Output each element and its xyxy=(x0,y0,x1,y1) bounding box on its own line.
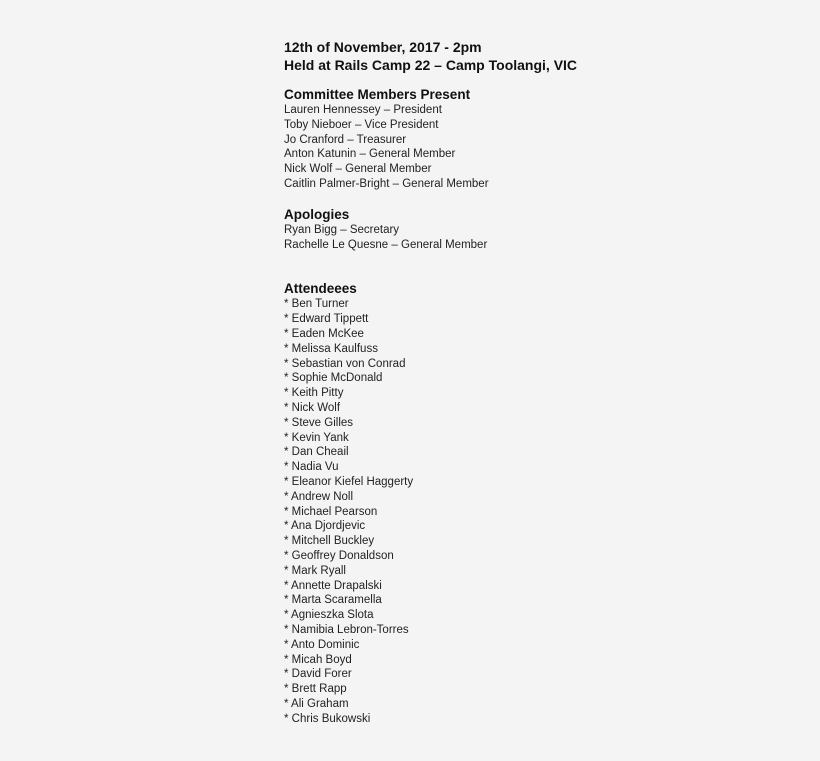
committee-member: Toby Nieboer – Vice President xyxy=(284,118,439,131)
apologies-list xyxy=(284,223,784,253)
meeting-date: 12th of November, 2017 - 2pm xyxy=(284,39,482,55)
attendee-item: * Ben Turner xyxy=(284,298,349,311)
attendee-item: * Chris Bukowski xyxy=(284,712,371,725)
attendee-item: * Dan Cheail xyxy=(284,446,349,459)
attendee-item: * Mark Ryall xyxy=(284,564,346,577)
attendees-list xyxy=(284,297,784,726)
attendee-item: * Eleanor Kiefel Haggerty xyxy=(284,475,414,488)
attendee-item: * Geoffrey Donaldson xyxy=(284,549,394,562)
attendee-item: * Agnieszka Slota xyxy=(284,609,374,622)
attendee-item: * Nick Wolf xyxy=(284,401,341,414)
attendee-item: * Eaden McKee xyxy=(284,327,364,340)
attendees-heading: Attendeees xyxy=(284,281,357,297)
attendee-item: * David Forer xyxy=(284,668,352,681)
attendee-item: * Sophie McDonald xyxy=(284,372,383,385)
attendee-item: * Steve Gilles xyxy=(284,416,354,429)
attendee-item: * Keith Pitty xyxy=(284,387,344,400)
attendee-item: * Mitchell Buckley xyxy=(284,535,375,548)
committee-member: Caitlin Palmer-Bright – General Member xyxy=(284,177,489,190)
apologies-heading: Apologies xyxy=(284,206,350,222)
meeting-location: Held at Rails Camp 22 – Camp Toolangi, VIC xyxy=(284,57,578,73)
committee-list xyxy=(284,103,784,192)
attendee-item: * Kevin Yank xyxy=(284,431,349,444)
apology-member: Ryan Bigg – Secretary xyxy=(284,223,400,236)
committee-member: Lauren Hennessey – President xyxy=(284,104,442,116)
attendee-item: * Micah Boyd xyxy=(284,653,352,666)
attendee-item: * Melissa Kaulfuss xyxy=(284,342,378,355)
attendee-item: * Marta Scaramella xyxy=(284,594,382,607)
attendee-item: * Ali Graham xyxy=(284,697,349,710)
attendee-item: * Namibia Lebron-Torres xyxy=(284,623,409,636)
committee-member: Nick Wolf – General Member xyxy=(284,163,432,176)
attendee-item: * Michael Pearson xyxy=(284,505,378,518)
minutes-content xyxy=(284,38,784,726)
attendee-item: * Edward Tippett xyxy=(284,313,369,326)
apology-member: Rachelle Le Quesne – General Member xyxy=(284,238,488,251)
committee-member: Anton Katunin – General Member xyxy=(284,148,456,161)
attendee-item: * Andrew Noll xyxy=(284,490,354,503)
attendee-item: * Ana Djordjevic xyxy=(284,520,366,533)
attendee-item: * Brett Rapp xyxy=(284,683,347,696)
attendee-item: * Anto Dominic xyxy=(284,638,360,651)
attendee-item: * Nadia Vu xyxy=(284,461,339,474)
attendee-item: * Annette Drapalski xyxy=(284,579,382,592)
committee-member: Jo Cranford – Treasurer xyxy=(284,133,407,146)
committee-heading: Committee Members Present xyxy=(284,87,471,102)
attendee-item: * Sebastian von Conrad xyxy=(284,357,406,370)
